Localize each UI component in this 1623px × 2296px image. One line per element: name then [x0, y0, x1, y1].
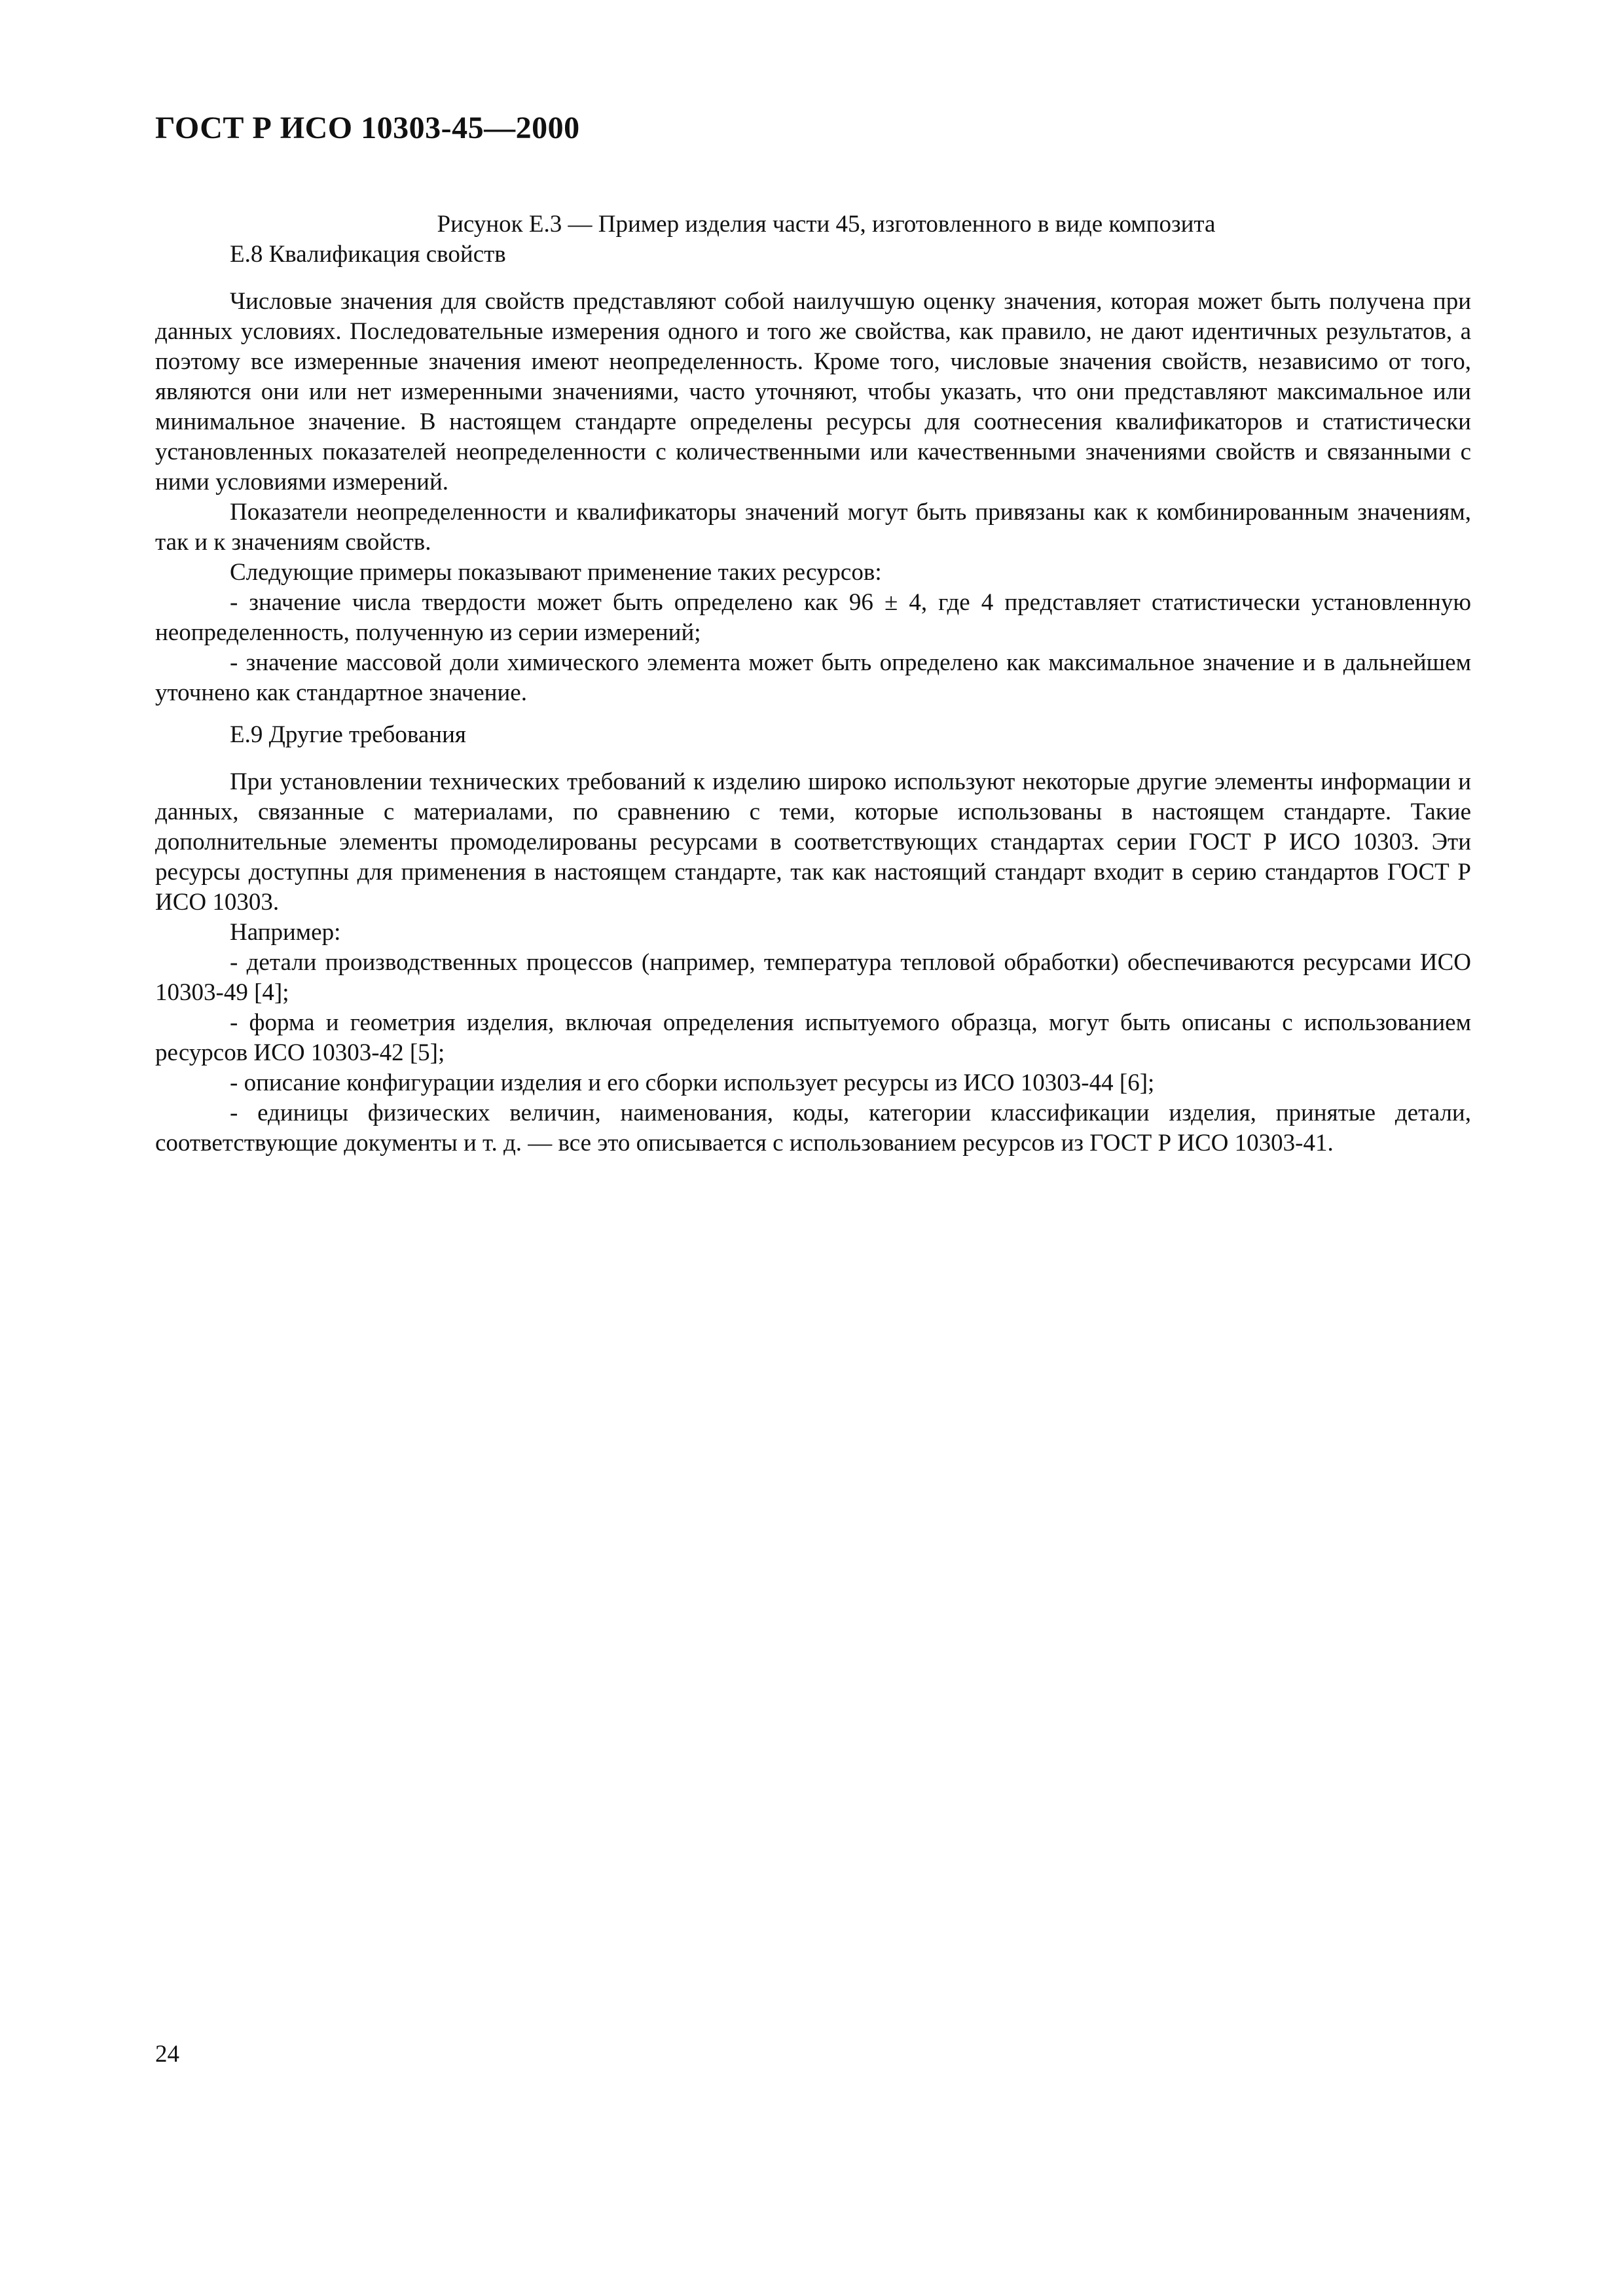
list-item: - описание конфигурации изделия и его сборки использует ресурсы из ИСО 10303-44 [6]; [230, 1069, 1155, 1096]
document-body [155, 209, 1471, 1158]
figure-caption: Рисунок Е.3 — Пример изделия части 45, изготовленного в виде композита [437, 211, 1216, 238]
section-heading-e8: Е.8 Квалификация свойств [230, 241, 506, 268]
paragraph: Следующие примеры показывают применение таких ресурсов: [230, 559, 882, 586]
document-header-title: ГОСТ Р ИСО 10303-45—2000 [155, 111, 580, 145]
paragraph: Числовые значения для свойств представляют собой наилучшую оценку значения, которая может быть получена при данных условиях. Последовательные измерения одного и того же свойства, как правило, не дают идентичных результатов, а поэтому все измеренные значения имеют неопределенность. Кроме того, числовые значения свойств, независимо от того, являются они или нет измеренными значениями, часто уточняют, чтобы указать, что они представляют максимальное или минимальное значение. В настоящем стандарте определены ресурсы для соотнесения квалификаторов и статистически установленных показателей неопределенности с количественными или качественными значениями свойств и связанными с ними условиями измерений. [155, 288, 1471, 495]
paragraph: Показатели неопределенности и квалификаторы значений могут быть привязаны как к комбинированным значениям, так и к значениям свойств. [155, 499, 1471, 556]
list-item: - значение числа твердости может быть определено как 96 ± 4, где 4 представляет статистически установленную неопределенность, полученную из серии измерений; [155, 589, 1471, 646]
list-item: - значение массовой доли химического элемента может быть определено как максимальное значение и в дальнейшем уточнено как стандартное значение. [155, 649, 1471, 706]
list-item: - форма и геометрия изделия, включая определения испытуемого образца, могут быть описаны с использованием ресурсов ИСО 10303-42 [5]; [155, 1009, 1471, 1066]
paragraph: При установлении технических требований к изделию широко используют некоторые другие элементы информации и данных, связанные с материалами, по сравнению с теми, которые использованы в настоящем стандарте. Такие дополнительные элементы промоделированы ресурсами в соответствующих стандартах серии ГОСТ Р ИСО 10303. Эти ресурсы доступны для применения в настоящем стандарте, так как настоящий стандарт входит в серию стандартов ГОСТ Р ИСО 10303. [155, 768, 1471, 916]
page-number: 24 [155, 2041, 179, 2068]
paragraph: Например: [230, 919, 341, 946]
list-item: - детали производственных процессов (например, температура тепловой обработки) обеспечиваются ресурсами ИСО 10303-49 [4]; [155, 949, 1471, 1006]
section-heading-e9: Е.9 Другие требования [230, 721, 466, 748]
list-item: - единицы физических величин, наименования, коды, категории классификации изделия, принятые детали, соответствующие документы и т. д. — все это описывается с использованием ресурсов из ГОСТ Р ИСО 10303-41. [155, 1100, 1471, 1157]
